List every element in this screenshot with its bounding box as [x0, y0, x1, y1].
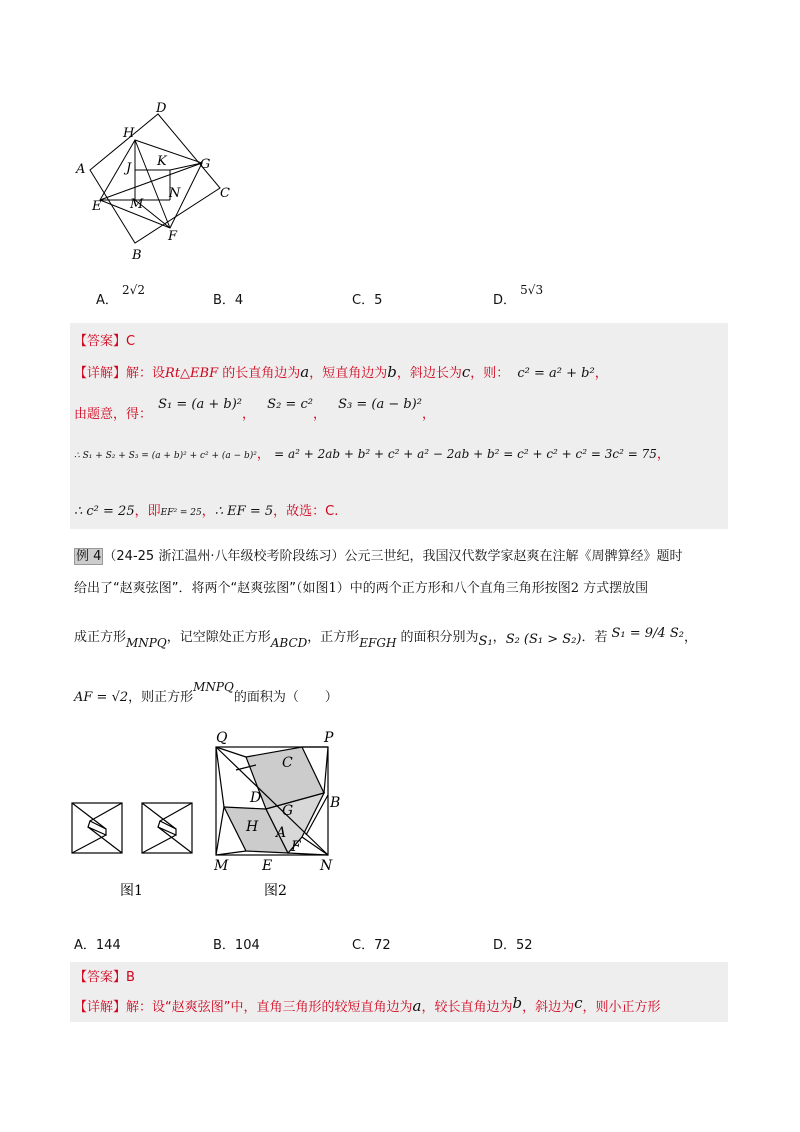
- figure-1-right-square: [142, 803, 192, 853]
- label-G: G: [282, 803, 294, 819]
- label-B: B: [132, 248, 142, 263]
- detail-line-5: 【详解】解：设“赵爽弦图”中，直角三角形的较短直角边为a，较长直角边为b，斜边为c，则小正方形: [74, 994, 661, 1015]
- question-4-line-3: 成正方形MNPQ，记空隙处正方形ABCD，正方形EFGH 的面积分别为S₁，S₂ (S₁ > S₂)．若 S₁ = 9/4 S₂，: [74, 626, 697, 650]
- label-E: E: [262, 858, 273, 874]
- label-N: N: [320, 858, 333, 874]
- label-C: C: [282, 755, 293, 771]
- figure-2-square: [216, 747, 328, 855]
- option-d-value: 5√3: [520, 283, 544, 297]
- option-c-value: 5: [374, 293, 383, 308]
- caption-figure-2: 图2: [264, 883, 287, 899]
- label-P: P: [324, 730, 334, 746]
- option-d[interactable]: D．52: [493, 938, 533, 953]
- option-a-value: 144: [95, 938, 121, 953]
- answer-value: B: [126, 970, 135, 985]
- option-c-value: 72: [374, 938, 391, 953]
- label-E: E: [92, 199, 102, 214]
- option-b[interactable]: B．104: [213, 938, 260, 953]
- option-a-value: 2√2: [122, 283, 145, 297]
- label-A: A: [276, 825, 287, 841]
- answer-box-3: [70, 323, 728, 529]
- label-B: B: [330, 795, 341, 811]
- label-D: D: [156, 101, 167, 116]
- label-D: D: [250, 790, 262, 806]
- label-A: A: [76, 162, 86, 177]
- label-G: G: [200, 157, 211, 172]
- option-b-value: 4: [234, 293, 244, 308]
- option-d[interactable]: D． 5√3: [493, 283, 544, 308]
- detail-line-1: 【详解】解：设Rt△EBF 的长直角边为a，短直角边为b，斜边长为c，则： c² = a² + b²，: [74, 363, 608, 381]
- detail-line-4: ∴ c² = 25，即EF² = 25，∴ EF = 5，故选：C.: [74, 504, 339, 519]
- label-N: N: [169, 186, 181, 201]
- option-b[interactable]: B．4: [213, 293, 244, 308]
- label-C: C: [220, 186, 230, 201]
- answer-line-3: 【答案】C: [74, 334, 136, 349]
- label-M: M: [130, 197, 144, 212]
- option-c[interactable]: C．5: [352, 293, 383, 308]
- option-a[interactable]: A． 2√2: [96, 283, 145, 308]
- option-a[interactable]: A．144: [74, 938, 121, 953]
- zhao-shuang-figure: [66, 725, 366, 910]
- answer-value: C: [126, 334, 136, 349]
- question-4-line-1: 例 4 （24-25 浙江温州·八年级校考阶段练习）公元三世纪，我国汉代数学家赵爽在注解《周髀算经》题时: [76, 549, 683, 564]
- geometry-figure-1: [70, 100, 240, 265]
- option-d-value: 52: [516, 938, 533, 953]
- label-F: F: [291, 839, 301, 855]
- answer-line-4: 【答案】B: [74, 970, 135, 985]
- figure-1-left-square: [72, 803, 122, 853]
- label-Q: Q: [216, 730, 228, 746]
- label-H: H: [123, 126, 135, 141]
- option-c[interactable]: C．72: [352, 938, 391, 953]
- detail-line-2: 由题意，得： S₁ = (a + b)²， S₂ = c²， S₃ = (a − b)²，: [74, 397, 435, 422]
- option-b-value: 104: [234, 938, 260, 953]
- label-J: J: [126, 161, 132, 176]
- label-H: H: [246, 819, 259, 835]
- question-4-line-4: AF = √2，则正方形MNPQ的面积为（ ）: [74, 680, 338, 705]
- example-tag: 例 4: [76, 549, 102, 564]
- caption-figure-1: 图1: [120, 883, 143, 899]
- question-4-line-2: 给出了“赵爽弦图”．将两个“赵爽弦图”（如图1）中的两个正方形和八个直角三角形按图2 方式摆放围: [74, 581, 649, 596]
- label-F: F: [168, 229, 178, 244]
- label-M: M: [214, 858, 229, 874]
- label-K: K: [157, 154, 167, 169]
- detail-line-3: ∴ S₁ + S₂ + S₃ = (a + b)² + c² + (a − b)²， = a² + 2ab + b² + c² + a² − 2ab + b² = c² + c² + c² = 3c² = 75，: [74, 447, 670, 462]
